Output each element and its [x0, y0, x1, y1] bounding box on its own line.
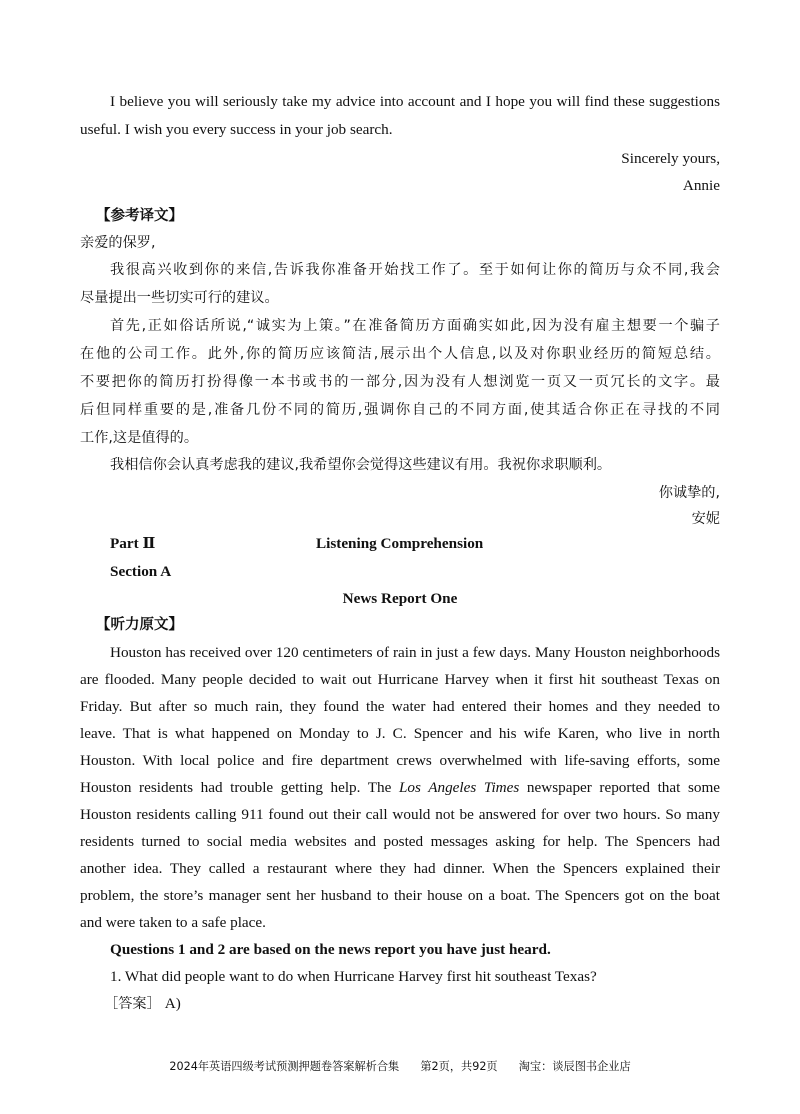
translation-heading: 【参考译文】 [96, 208, 183, 224]
translation-p1-line-1: 我很高兴收到你的来信,告诉我你准备开始找工作了。至于如何让你的简历与众不同,我会 [110, 262, 720, 278]
letter-closing: Sincerely yours, [621, 150, 720, 167]
part-label: Part Ⅱ [110, 535, 156, 552]
letter-signature: Annie [682, 177, 720, 194]
answer-value: A) [164, 995, 181, 1012]
footer-page-number: 第2页，共92页 [420, 1060, 498, 1073]
translation-p2-line-5: 工作,这是值得的。 [80, 430, 199, 446]
translation-p2-line-3: 不要把你的简历打扮得像一本书或书的一部分,因为没有人想浏览一页又一页冗长的文字。最 [80, 374, 720, 390]
transcript-line-1: Houston has received over 120 centimeters of rain in just a few days. Many Houston neighborhoods [110, 644, 720, 661]
page-footer [0, 1059, 800, 1075]
transcript-line-5: Houston. With local police and fire department crews overwhelmed with life-saving efforts, some [80, 752, 720, 769]
translation-closing: 你诚挚的, [658, 485, 720, 501]
translation-p3: 我相信你会认真考虑我的建议,我希望你会觉得这些建议有用。我祝你求职顺利。 [110, 457, 612, 473]
transcript-heading: 【听力原文】 [96, 617, 183, 633]
footer-book-title: 2024年英语四级考试预测押题卷答案解析合集 [169, 1060, 400, 1073]
newspaper-name: Los Angeles Times [398, 779, 520, 796]
letter-paragraph-line-1: I believe you will seriously take my advice into account and I hope you will find these suggestions [110, 93, 720, 110]
footer-shop: 淘宝：谈辰图书企业店 [518, 1060, 631, 1073]
transcript-line-8: residents turned to social media websites and posted messages asking for help. The Spencers had [80, 833, 720, 850]
translation-signature: 安妮 [691, 511, 720, 527]
translation-salutation: 亲爱的保罗, [80, 235, 156, 251]
part-title: Listening Comprehension [316, 535, 484, 552]
questions-intro: Questions 1 and 2 are based on the news report you have just heard. [110, 941, 551, 958]
transcript-line-6 [80, 774, 720, 801]
translation-p2-line-4: 后但同样重要的是,准备几份不同的简历,强调你自己的不同方面,使其适合你正在寻找的不同 [80, 402, 720, 418]
translation-p1-line-2: 尽量提出一些切实可行的建议。 [80, 290, 279, 306]
answer-label: ［答案］ [104, 996, 161, 1012]
transcript-line-3: Friday. But after so much rain, they found the water had entered their homes and they needed to [80, 698, 720, 715]
letter-paragraph-line-2: useful. I wish you every success in your job search. [80, 121, 393, 138]
transcript-line-10: problem, the store’s manager sent her husband to their house on a boat. The Spencers got on the boat [80, 887, 720, 904]
transcript-line-9: another idea. They called a restaurant where they had dinner. When the Spencers explained their [80, 860, 720, 877]
transcript-line-7: Houston residents calling 911 found out their call would not be answered for over two hours. So many [80, 806, 720, 823]
answer-row [104, 990, 181, 1018]
news-report-title: News Report One [342, 590, 458, 607]
transcript-line-11: and were taken to a safe place. [80, 914, 266, 931]
transcript-line-2: are flooded. Many people decided to wait out Hurricane Harvey when it first hit southeast Texas on [80, 671, 720, 688]
translation-p2-line-1: 首先,正如俗话所说,“诚实为上策。”在准备简历方面确实如此,因为没有雇主想要一个骗子 [110, 318, 720, 334]
translation-p2-line-2: 在他的公司工作。此外,你的简历应该简洁,展示出个人信息,以及对你职业经历的简短总结。 [80, 346, 720, 362]
transcript-line-6-after: newspaper reported that some [519, 779, 721, 796]
transcript-line-6-before: Houston residents had trouble getting help. The [80, 779, 399, 796]
section-label: Section A [110, 563, 172, 580]
question-1: 1. What did people want to do when Hurricane Harvey first hit southeast Texas? [110, 968, 597, 985]
transcript-line-4: leave. That is what happened on Monday to J. C. Spencer and his wife Karen, who live in north [80, 725, 720, 742]
